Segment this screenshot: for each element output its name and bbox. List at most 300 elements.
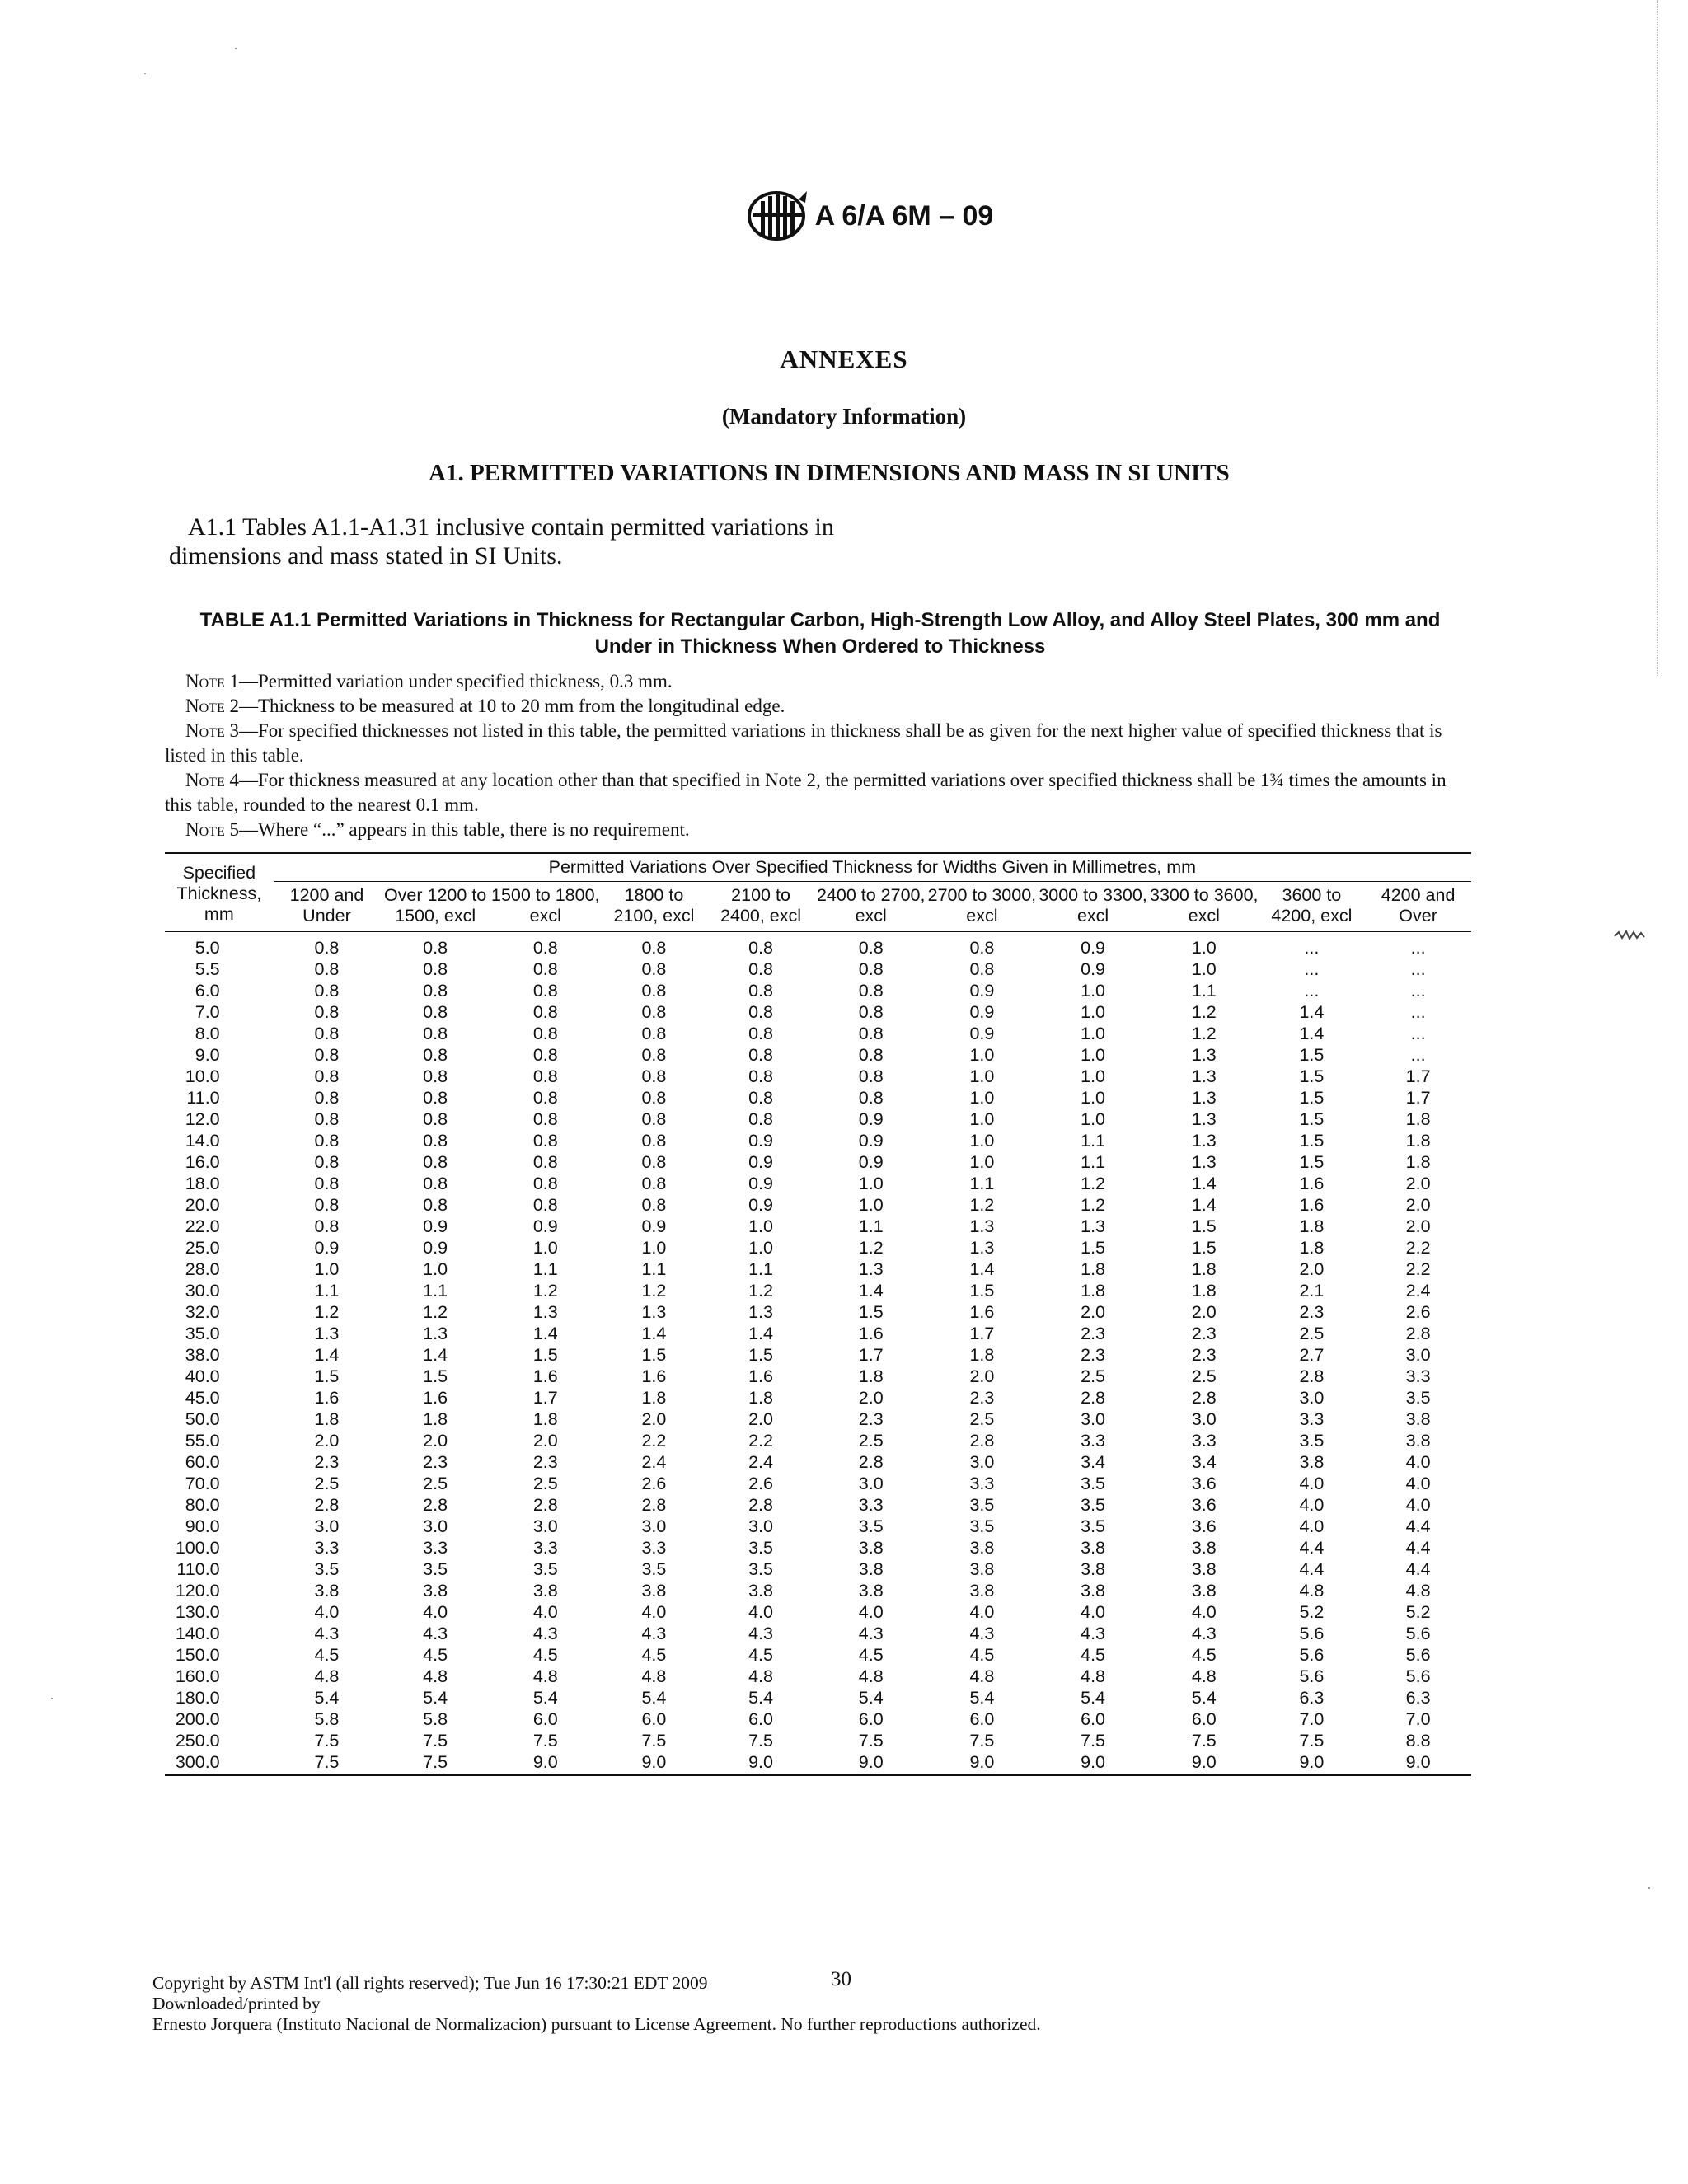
variation-cell: 2.3 (532, 1452, 558, 1472)
variation-cell: 0.8 (423, 981, 448, 1001)
variation-cell: 0.8 (423, 1131, 448, 1151)
variation-cell: 2.4 (1405, 1281, 1431, 1301)
thickness-cell: 10.0 (185, 1066, 220, 1086)
variation-cell: 1.5 (314, 1366, 340, 1386)
variation-cell: 6.3 (1405, 1688, 1431, 1708)
variation-cell: 2.8 (969, 1431, 995, 1451)
variation-cell: 0.9 (748, 1131, 773, 1151)
variation-cell: 1.0 (969, 1088, 995, 1108)
variation-cell: 1.4 (423, 1345, 448, 1365)
variation-cell: 3.4 (1081, 1452, 1106, 1472)
scan-edge-line (1657, 0, 1658, 676)
variation-cell: 4.5 (641, 1645, 667, 1665)
variation-cell: 4.3 (748, 1624, 773, 1643)
variation-cell: 1.0 (1081, 1066, 1106, 1086)
variation-cell: 1.8 (641, 1388, 667, 1408)
variation-cell: 1.7 (858, 1345, 884, 1365)
variation-cell: 2.5 (532, 1474, 558, 1493)
thickness-cell: 55.0 (185, 1431, 220, 1451)
variation-cell: 1.3 (969, 1238, 995, 1258)
variation-cell: 0.9 (858, 1152, 884, 1172)
table-note (165, 694, 1471, 719)
variation-cell: 1.6 (641, 1366, 667, 1386)
variation-cell: 9.0 (490, 1751, 601, 1775)
variation-cell: 0.9 (969, 981, 995, 1001)
variation-cell: 1.1 (1081, 1152, 1106, 1172)
variation-cell: 0.8 (314, 1131, 340, 1151)
variation-cell: 0.8 (423, 1109, 448, 1129)
variation-cell: 1.4 (641, 1324, 667, 1343)
table-row (165, 1001, 1471, 1023)
variation-cell: 3.3 (858, 1495, 884, 1515)
variation-cell: 0.8 (858, 981, 884, 1001)
variation-cell: 5.2 (1405, 1602, 1431, 1622)
variation-cell: 2.2 (1405, 1259, 1431, 1279)
variation-cell: 1.4 (748, 1324, 773, 1343)
variation-cell: 1.1 (641, 1259, 667, 1279)
variation-cell: 1.0 (858, 1195, 884, 1215)
thickness-variation-table (165, 852, 1471, 1776)
scan-speck (235, 48, 237, 49)
variation-cell: 1.8 (1191, 1281, 1217, 1301)
thickness-cell: 120.0 (175, 1581, 220, 1601)
variation-cell: 1.2 (1191, 1002, 1217, 1022)
variation-cell: 1.4 (532, 1324, 558, 1343)
variation-cell: 0.8 (641, 1195, 667, 1215)
variation-cell: 1.8 (748, 1388, 773, 1408)
width-column-header: 2700 to 3000, excl (928, 882, 1037, 932)
variation-cell: 3.8 (1191, 1581, 1217, 1601)
table-row (165, 1151, 1471, 1173)
variation-cell: 1.4 (858, 1281, 884, 1301)
variation-cell: 4.0 (1299, 1495, 1325, 1515)
variation-cell: 2.8 (1405, 1324, 1431, 1343)
variation-cell: 1.0 (969, 1045, 995, 1065)
variation-cell: 3.0 (1081, 1409, 1106, 1429)
variation-cell: 3.5 (314, 1559, 340, 1579)
variation-cell: 5.8 (314, 1709, 340, 1729)
table-row (165, 1494, 1471, 1516)
variation-cell: 6.0 (1081, 1709, 1106, 1729)
thickness-cell: 40.0 (185, 1366, 220, 1386)
variation-cell: 0.8 (748, 1066, 773, 1086)
variation-cell: 2.3 (1191, 1345, 1217, 1365)
thickness-cell: 60.0 (185, 1452, 220, 1472)
variation-cell: 4.0 (532, 1602, 558, 1622)
variation-cell: 2.3 (1191, 1324, 1217, 1343)
variation-cell: 3.0 (969, 1452, 995, 1472)
variation-cell: 6.0 (1191, 1709, 1217, 1729)
variation-cell: 3.8 (969, 1581, 995, 1601)
variation-cell: 3.3 (1081, 1431, 1106, 1451)
table-note (165, 719, 1471, 768)
variation-cell: 3.0 (423, 1516, 448, 1536)
thickness-cell: 32.0 (185, 1302, 220, 1322)
note-label: Note 4 (185, 770, 239, 790)
thickness-cell: 50.0 (185, 1409, 220, 1429)
variation-cell: 1.2 (858, 1238, 884, 1258)
variation-cell: 1.0 (423, 1259, 448, 1279)
variation-cell: ... (1410, 1045, 1426, 1065)
note-text: —Permitted variation under specified thickness, 0.3 mm. (238, 671, 673, 691)
variation-cell: 3.3 (641, 1538, 667, 1558)
variation-cell: 7.5 (858, 1731, 884, 1750)
variation-cell: 3.8 (969, 1538, 995, 1558)
variation-cell: 1.8 (858, 1366, 884, 1386)
variation-cell: 9.0 (707, 1751, 814, 1775)
variation-cell: 1.3 (748, 1302, 773, 1322)
variation-cell: 1.2 (748, 1281, 773, 1301)
variation-cell: ... (1410, 959, 1426, 979)
variation-cell: 4.5 (314, 1645, 340, 1665)
thickness-cell: 70.0 (185, 1474, 220, 1493)
table-row (165, 1708, 1471, 1730)
variation-cell: 4.0 (1191, 1602, 1217, 1622)
variation-cell: 0.8 (858, 1066, 884, 1086)
variation-cell: 0.8 (314, 981, 340, 1001)
variation-cell: 1.4 (314, 1345, 340, 1365)
variation-cell: 4.3 (532, 1624, 558, 1643)
table-row (165, 958, 1471, 980)
variation-cell: 3.0 (1191, 1409, 1217, 1429)
variation-cell: 4.3 (969, 1624, 995, 1643)
variation-cell: 3.6 (1191, 1474, 1217, 1493)
variation-cell: 2.2 (1405, 1238, 1431, 1258)
variation-cell: 3.0 (641, 1516, 667, 1536)
width-column-header: 3000 to 3300, excl (1036, 882, 1150, 932)
variation-cell: 1.1 (1191, 981, 1217, 1001)
variation-cell: 1.3 (858, 1259, 884, 1279)
variation-cell: 1.0 (314, 1259, 340, 1279)
variation-cell: 1.0 (1081, 1024, 1106, 1043)
variation-cell: 1.3 (641, 1302, 667, 1322)
variation-cell: 3.8 (314, 1581, 340, 1601)
variation-cell: 4.5 (748, 1645, 773, 1665)
table-note (165, 768, 1471, 818)
variation-cell: 1.5 (423, 1366, 448, 1386)
variation-cell: 2.3 (1299, 1302, 1325, 1322)
variation-cell: 0.8 (532, 1131, 558, 1151)
table-row (165, 1730, 1471, 1751)
width-column-header: 3600 to 4200, excl (1259, 882, 1366, 932)
variation-cell: 0.8 (641, 1131, 667, 1151)
variation-cell: 0.8 (314, 1109, 340, 1129)
variation-cell: 1.6 (423, 1388, 448, 1408)
width-column-header: 1800 to 2100, excl (601, 882, 708, 932)
variation-cell: 0.8 (423, 938, 448, 958)
variation-cell: 7.5 (1299, 1731, 1325, 1750)
variation-cell: 1.0 (1191, 959, 1217, 979)
variation-cell: 3.5 (423, 1559, 448, 1579)
variation-cell: 0.8 (969, 959, 995, 979)
thickness-cell: 130.0 (175, 1602, 220, 1622)
variation-cell: 0.8 (641, 1109, 667, 1129)
variation-cell: 0.8 (423, 1088, 448, 1108)
variation-cell: 1.0 (532, 1238, 558, 1258)
table-row (165, 1687, 1471, 1708)
table-row (165, 1623, 1471, 1644)
footer-license-line: Ernesto Jorquera (Instituto Nacional de Normalizacion) pursuant to License Agreement. No further reproductions authorized. (152, 2014, 1041, 2034)
variation-cell: 1.4 (1299, 1002, 1325, 1022)
variation-cell: 2.5 (423, 1474, 448, 1493)
variation-cell: 0.8 (423, 1045, 448, 1065)
variation-cell: 0.8 (532, 1109, 558, 1129)
variation-cell: 0.8 (314, 1216, 340, 1236)
section-title: A1. PERMITTED VARIATIONS IN DIMENSIONS AND MASS IN SI UNITS (429, 460, 1230, 486)
variation-cell: 0.8 (641, 938, 667, 958)
variation-cell: 0.8 (314, 1195, 340, 1215)
variation-cell: 2.3 (969, 1388, 995, 1408)
variation-cell: 5.4 (641, 1688, 667, 1708)
variation-cell: 1.0 (748, 1216, 773, 1236)
thickness-cell: 45.0 (185, 1388, 220, 1408)
variation-cell: 2.8 (858, 1452, 884, 1472)
variation-cell: 1.0 (1081, 1002, 1106, 1022)
variation-cell: 3.8 (748, 1581, 773, 1601)
variation-cell: 1.0 (969, 1131, 995, 1151)
table-row (165, 1301, 1471, 1323)
variation-cell: 4.0 (748, 1602, 773, 1622)
variation-cell: 4.5 (1081, 1645, 1106, 1665)
variation-cell: 2.0 (641, 1409, 667, 1429)
variation-cell: 6.0 (532, 1709, 558, 1729)
variation-cell: 1.3 (1191, 1066, 1217, 1086)
note-label: Note 2 (185, 696, 239, 716)
variation-cell: 4.5 (423, 1645, 448, 1665)
variation-cell: 0.8 (858, 1002, 884, 1022)
thickness-cell: 100.0 (175, 1538, 220, 1558)
variation-cell: 1.5 (858, 1302, 884, 1322)
variation-cell: 0.8 (532, 981, 558, 1001)
variation-cell: 3.6 (1191, 1495, 1217, 1515)
variation-cell: 2.1 (1299, 1281, 1325, 1301)
variation-cell: 2.2 (641, 1431, 667, 1451)
variation-cell: 1.6 (748, 1366, 773, 1386)
variation-cell: 2.5 (858, 1431, 884, 1451)
variation-cell: 4.4 (1299, 1559, 1325, 1579)
variation-cell: 1.8 (1191, 1259, 1217, 1279)
variation-cell: 2.0 (423, 1431, 448, 1451)
variation-cell: 0.8 (314, 938, 340, 958)
table-row (165, 1601, 1471, 1623)
thickness-cell: 20.0 (185, 1195, 220, 1215)
table-row (165, 1023, 1471, 1044)
table-row (165, 1473, 1471, 1494)
variation-cell: 0.8 (858, 959, 884, 979)
variation-cell: ... (1410, 981, 1426, 1001)
variation-cell: 0.8 (748, 1002, 773, 1022)
variation-cell: 6.3 (1299, 1688, 1325, 1708)
variation-cell: 9.0 (928, 1751, 1037, 1775)
variation-cell: 1.0 (969, 1066, 995, 1086)
variation-cell: 3.8 (1191, 1538, 1217, 1558)
variation-cell: 1.4 (969, 1259, 995, 1279)
scan-mark (1614, 930, 1645, 941)
variation-cell: 1.3 (1081, 1216, 1106, 1236)
variation-cell: 1.8 (423, 1409, 448, 1429)
variation-cell: 0.8 (858, 1024, 884, 1043)
mandatory-information-heading: (Mandatory Information) (721, 404, 967, 429)
variation-cell: ... (1410, 938, 1426, 958)
variation-cell: 0.9 (969, 1002, 995, 1022)
variation-cell: 9.0 (601, 1751, 708, 1775)
variation-cell: 0.9 (423, 1216, 448, 1236)
thickness-cell: 180.0 (175, 1688, 220, 1708)
variation-cell: 1.7 (1405, 1088, 1431, 1108)
variation-cell: 5.6 (1299, 1645, 1325, 1665)
variation-cell: 3.8 (1081, 1559, 1106, 1579)
variation-cell: 0.8 (423, 959, 448, 979)
variation-cell: 7.5 (641, 1731, 667, 1750)
variation-cell: 3.5 (1081, 1495, 1106, 1515)
footer-downloaded-line: Downloaded/printed by (152, 1994, 321, 2013)
variation-cell: ... (1304, 981, 1320, 1001)
variation-cell: 0.9 (748, 1152, 773, 1172)
thickness-variation-table-container (165, 852, 1471, 1776)
width-span-header: Permitted Variations Over Specified Thickness for Widths Given in Millimetres, mm (274, 853, 1471, 882)
variation-cell: 0.8 (641, 1024, 667, 1043)
variation-cell: 5.6 (1405, 1645, 1431, 1665)
variation-cell: 1.5 (969, 1281, 995, 1301)
variation-cell: 3.5 (1299, 1431, 1325, 1451)
variation-cell: 0.8 (858, 1088, 884, 1108)
variation-cell: 0.8 (748, 959, 773, 979)
thickness-cell: 300.0 (165, 1751, 274, 1775)
variation-cell: ... (1410, 1002, 1426, 1022)
variation-cell: 4.8 (532, 1666, 558, 1686)
variation-cell: 3.5 (858, 1516, 884, 1536)
variation-cell: 1.3 (1191, 1109, 1217, 1129)
variation-cell: 0.8 (532, 1002, 558, 1022)
variation-cell: 2.4 (641, 1452, 667, 1472)
note-text: —Thickness to be measured at 10 to 20 mm from the longitudinal edge. (238, 696, 785, 716)
variation-cell: 2.3 (1081, 1324, 1106, 1343)
variation-cell: 1.6 (532, 1366, 558, 1386)
variation-cell: 0.8 (532, 1174, 558, 1193)
variation-cell: 0.9 (858, 1131, 884, 1151)
thickness-cell: 5.0 (195, 938, 220, 958)
thickness-cell: 30.0 (185, 1281, 220, 1301)
variation-cell: 3.0 (314, 1516, 340, 1536)
variation-cell: 0.9 (641, 1216, 667, 1236)
variation-cell: 9.0 (1150, 1751, 1259, 1775)
variation-cell: 3.8 (858, 1581, 884, 1601)
variation-cell: 3.3 (532, 1538, 558, 1558)
variation-cell: 5.6 (1299, 1666, 1325, 1686)
width-column-header: 2100 to 2400, excl (707, 882, 814, 932)
variation-cell: 1.0 (748, 1238, 773, 1258)
width-column-header: 4200 and Over (1365, 882, 1471, 932)
variation-cell: 1.3 (1191, 1152, 1217, 1172)
variation-cell: 3.5 (532, 1559, 558, 1579)
variation-cell: 1.5 (1299, 1088, 1325, 1108)
variation-cell: 1.3 (314, 1324, 340, 1343)
variation-cell: 0.8 (314, 1002, 340, 1022)
table-row (165, 1751, 1471, 1775)
variation-cell: 0.9 (1081, 938, 1106, 958)
variation-cell: 2.8 (641, 1495, 667, 1515)
variation-cell: 4.4 (1405, 1538, 1431, 1558)
variation-cell: 4.0 (1405, 1452, 1431, 1472)
variation-cell: 4.8 (1191, 1666, 1217, 1686)
variation-cell: 0.8 (532, 959, 558, 979)
specified-thickness-header: Specified Thickness, mm (165, 853, 274, 932)
variation-cell: 1.8 (1405, 1131, 1431, 1151)
variation-cell: 1.0 (858, 1174, 884, 1193)
scan-speck (1648, 1887, 1650, 1889)
variation-cell: 0.8 (532, 1066, 558, 1086)
variation-cell: 1.8 (1081, 1259, 1106, 1279)
variation-cell: 1.8 (969, 1345, 995, 1365)
variation-cell: 2.8 (532, 1495, 558, 1515)
variation-cell: 1.7 (1405, 1066, 1431, 1086)
variation-cell: 1.3 (423, 1324, 448, 1343)
note-text: —For thickness measured at any location other than that specified in Note 2, the permitted variations over specified thickness shall be 1¾ times the amounts in this table, rounded to the nearest 0.1 mm. (165, 770, 1447, 815)
variation-cell: 1.5 (1081, 1238, 1106, 1258)
table-row (165, 1430, 1471, 1451)
variation-cell: 3.4 (1191, 1452, 1217, 1472)
variation-cell: 5.8 (423, 1709, 448, 1729)
variation-cell: 3.0 (1405, 1345, 1431, 1365)
thickness-cell: 28.0 (185, 1259, 220, 1279)
variation-cell: 2.5 (314, 1474, 340, 1493)
variation-cell: 3.3 (969, 1474, 995, 1493)
variation-cell: 1.5 (1299, 1066, 1325, 1086)
variation-cell: 6.0 (969, 1709, 995, 1729)
variation-cell: 0.8 (314, 1024, 340, 1043)
variation-cell: 2.8 (1191, 1388, 1217, 1408)
variation-cell: 1.8 (1405, 1152, 1431, 1172)
variation-cell: 0.8 (748, 1088, 773, 1108)
variation-cell: 2.0 (1405, 1195, 1431, 1215)
variation-cell: 2.2 (748, 1431, 773, 1451)
variation-cell: 1.0 (641, 1238, 667, 1258)
document-header (0, 188, 1688, 248)
variation-cell: 2.5 (969, 1409, 995, 1429)
variation-cell: 2.8 (1081, 1388, 1106, 1408)
variation-cell: 0.8 (532, 1195, 558, 1215)
table-row (165, 1580, 1471, 1601)
variation-cell: 3.3 (314, 1538, 340, 1558)
variation-cell: 3.5 (1081, 1474, 1106, 1493)
variation-cell: 1.4 (1299, 1024, 1325, 1043)
scan-speck (51, 1698, 53, 1699)
thickness-cell: 18.0 (185, 1174, 220, 1193)
variation-cell: 4.8 (1081, 1666, 1106, 1686)
variation-cell: 0.8 (748, 938, 773, 958)
variation-cell: 5.2 (1299, 1602, 1325, 1622)
variation-cell: 0.9 (423, 1238, 448, 1258)
variation-cell: 3.8 (532, 1581, 558, 1601)
table-row (165, 1194, 1471, 1216)
table-row (165, 1087, 1471, 1108)
variation-cell: 4.0 (314, 1602, 340, 1622)
page-number: 30 (831, 1968, 851, 1990)
variation-cell: 2.5 (1299, 1324, 1325, 1343)
width-column-header: 3300 to 3600, excl (1150, 882, 1259, 932)
variation-cell: 6.0 (641, 1709, 667, 1729)
variation-cell: 0.8 (641, 1045, 667, 1065)
variation-cell: 5.4 (858, 1688, 884, 1708)
thickness-cell: 35.0 (185, 1324, 220, 1343)
variation-cell: 0.8 (641, 959, 667, 979)
table-row (165, 1108, 1471, 1130)
variation-cell: 0.8 (641, 1174, 667, 1193)
thickness-cell: 5.5 (195, 959, 220, 979)
variation-cell: 7.5 (969, 1731, 995, 1750)
variation-cell: 1.6 (314, 1388, 340, 1408)
variation-cell: 1.5 (748, 1345, 773, 1365)
